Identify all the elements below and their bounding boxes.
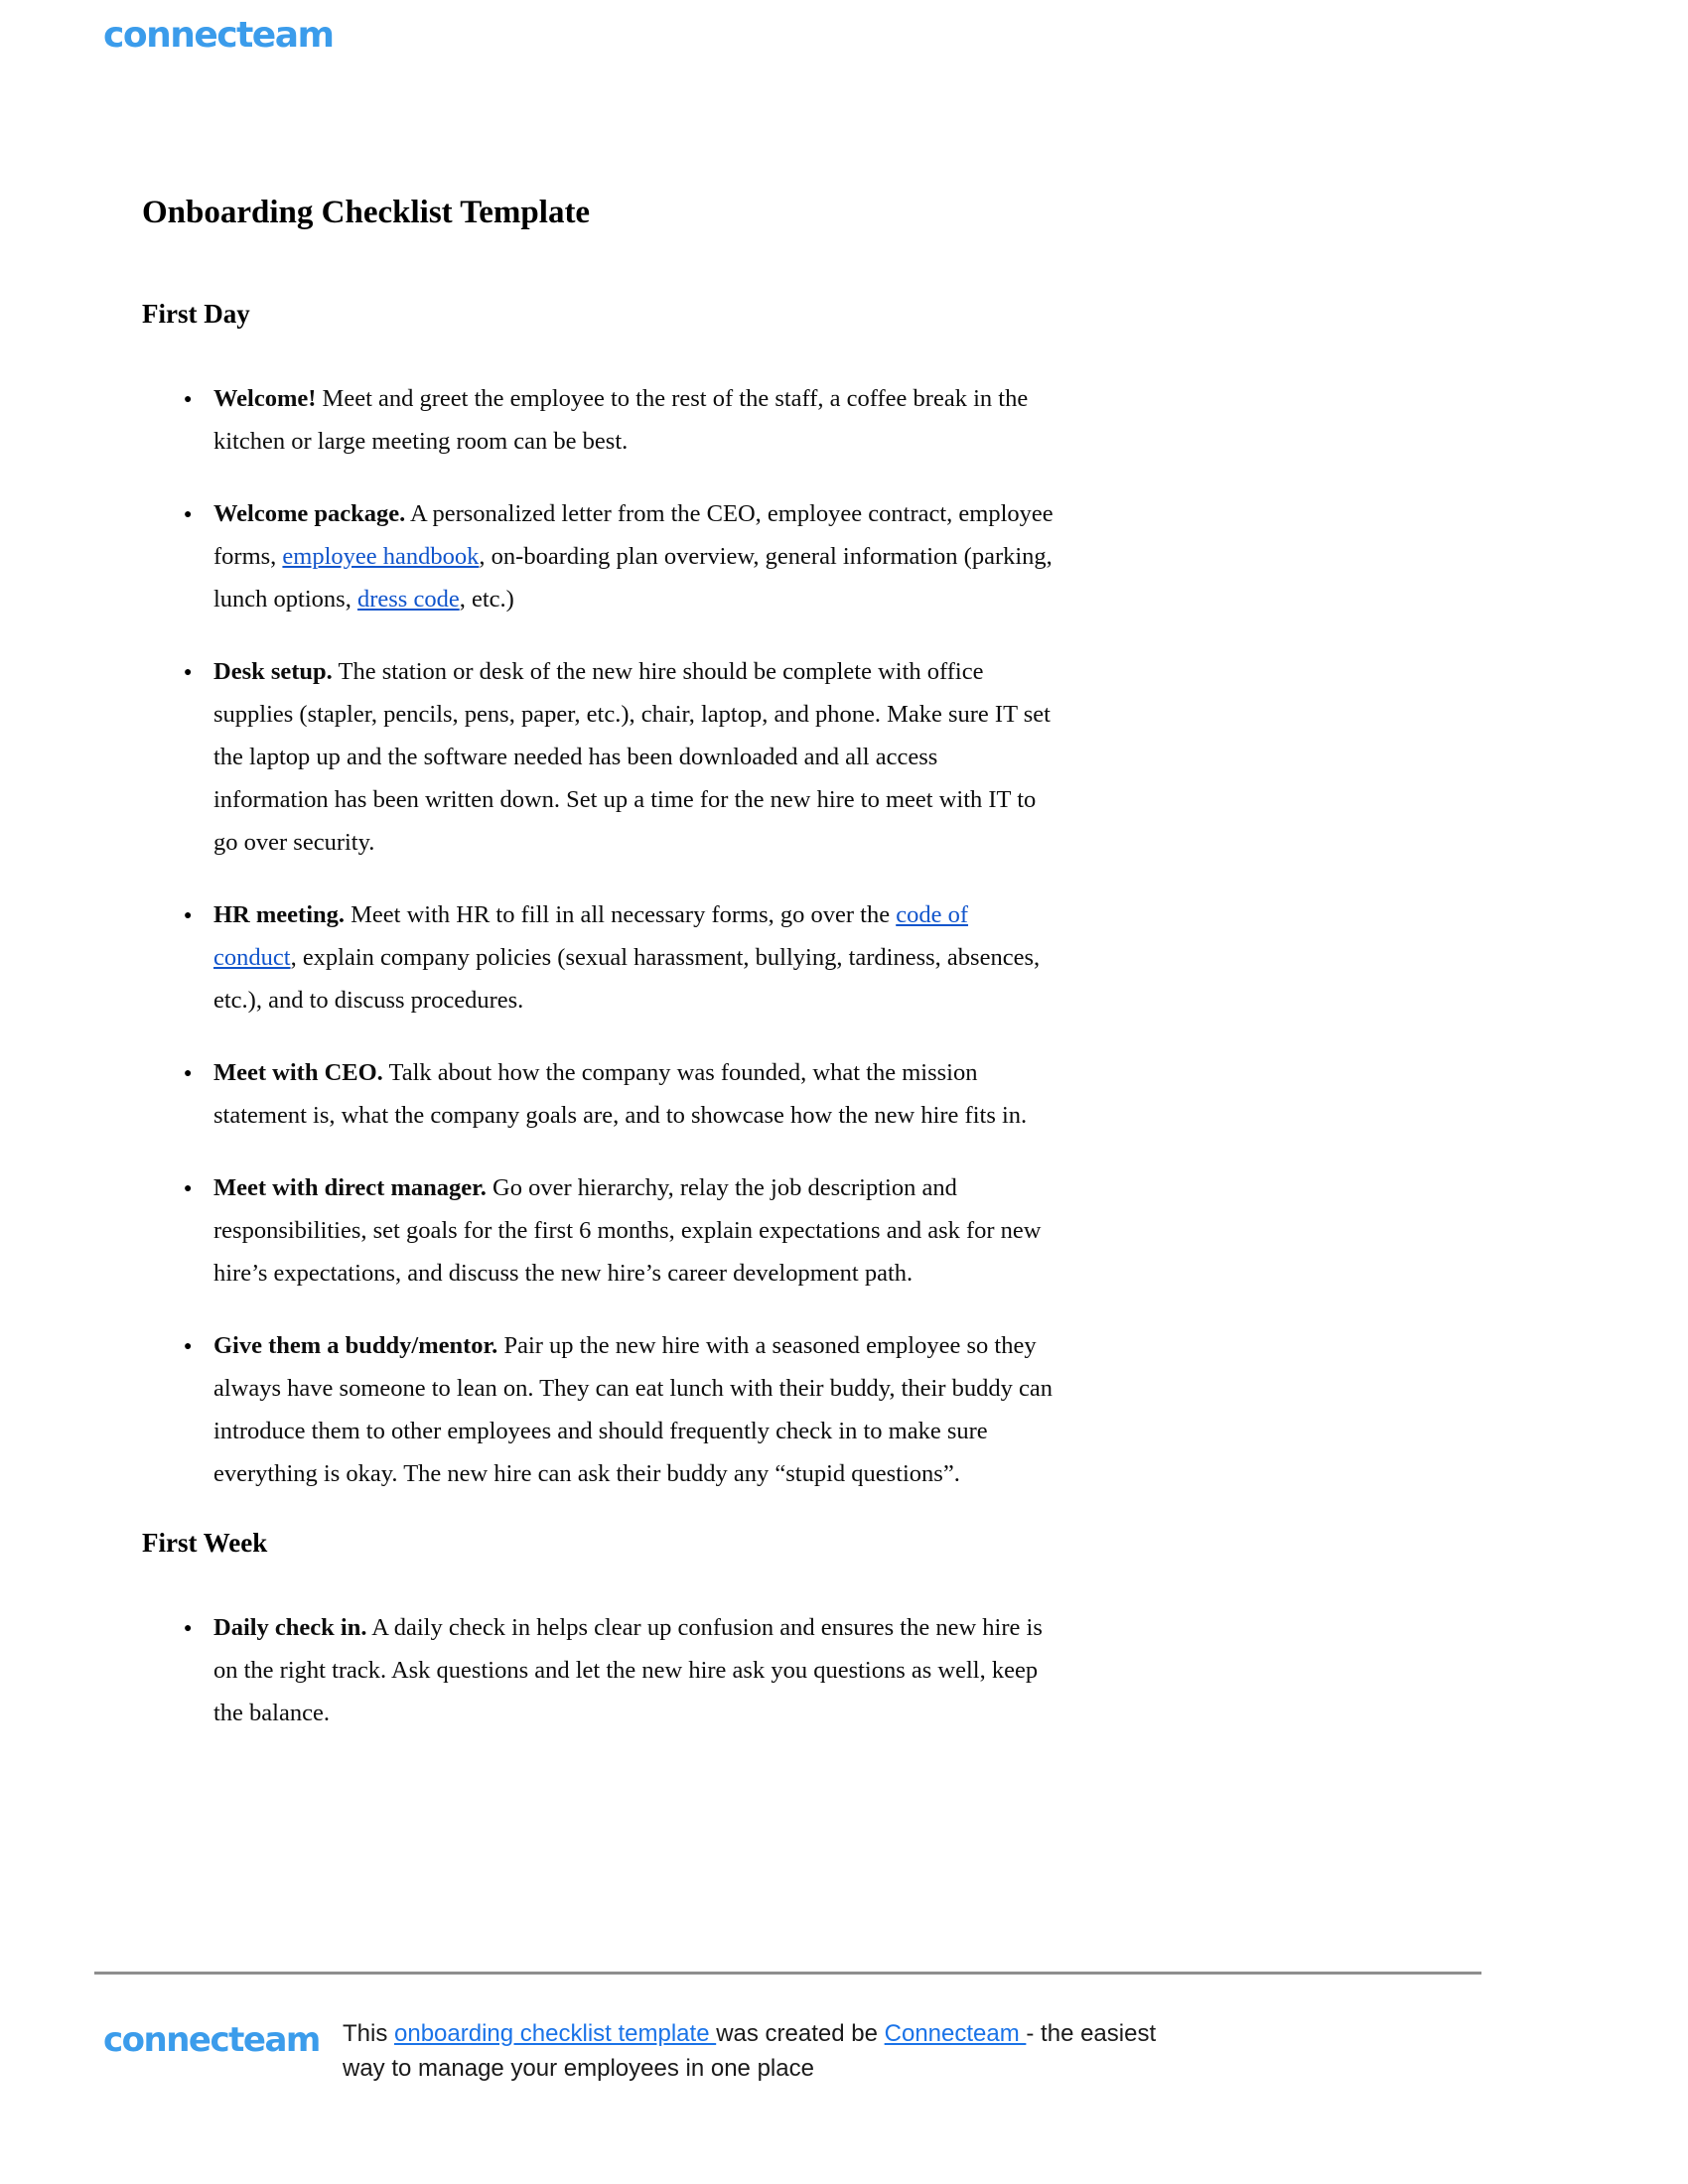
text-run: - the easiest way to manage your employees in one place bbox=[343, 2020, 1157, 2082]
document-title: Onboarding Checklist Template bbox=[142, 195, 591, 230]
section-heading-first-day: First Day bbox=[142, 299, 250, 329]
text-run: Go over hierarchy, relay the job description and responsibilities, set goals for the first 6 months, explain expectations and ask for new hire’s expectations, and discuss the new hire’s career development path. bbox=[213, 1174, 1042, 1287]
connecteam-link[interactable]: Connecteam bbox=[884, 2020, 1027, 2047]
connecteam-logo: connecteam bbox=[103, 15, 334, 56]
section-heading-first-week: First Week bbox=[142, 1528, 268, 1558]
item-lead: Meet with CEO. bbox=[213, 1059, 383, 1086]
checklist-item bbox=[142, 1051, 1055, 1137]
checklist-item bbox=[142, 893, 1055, 1022]
document-body bbox=[142, 0, 1055, 1764]
checklist-item bbox=[142, 492, 1055, 620]
checklist bbox=[142, 1606, 1055, 1734]
item-lead: Daily check in. bbox=[213, 1614, 367, 1641]
text-run: was created be bbox=[716, 2020, 885, 2047]
item-lead: Desk setup. bbox=[213, 658, 333, 685]
item-lead: Welcome package. bbox=[213, 500, 406, 527]
text-run: , on-boarding plan overview, general information (parking, lunch options, bbox=[213, 543, 1053, 613]
employee-handbook-link[interactable]: employee handbook bbox=[282, 543, 480, 570]
text-run: , explain company policies (sexual harassment, bullying, tardiness, absences, etc.), and to discuss procedures. bbox=[213, 944, 1041, 1014]
dress-code-link[interactable]: dress code bbox=[356, 586, 460, 613]
text-run: Meet and greet the employee to the rest of the staff, a coffee break in the kitchen or large meeting room can be best. bbox=[213, 385, 1029, 455]
checklist-item bbox=[142, 1606, 1055, 1734]
text-run: , etc.) bbox=[459, 586, 514, 613]
text-run: This bbox=[343, 2020, 395, 2047]
sections-container bbox=[142, 296, 1055, 1734]
text-run: A daily check in helps clear up confusion and ensures the new hire is on the right track. Ask questions and let the new hire ask you questions as well, keep the balance. bbox=[213, 1614, 1043, 1726]
checklist-item bbox=[142, 1166, 1055, 1295]
checklist-item bbox=[142, 1324, 1055, 1495]
checklist-item bbox=[142, 650, 1055, 864]
code-of-conduct-link[interactable]: code of conduct bbox=[213, 901, 969, 971]
text-run: A personalized letter from the CEO, employee contract, employee forms, bbox=[213, 500, 1054, 570]
footer-divider bbox=[94, 1972, 1481, 1975]
footer-text bbox=[343, 2016, 1157, 2086]
checklist bbox=[142, 377, 1055, 1495]
text-run: Pair up the new hire with a seasoned employee so they always have someone to lean on. They can eat lunch with their buddy, their buddy can introduce them to other employees and should frequently check in to make sure everything is okay. The new hire can ask their buddy any “stupid questions”. bbox=[213, 1332, 1053, 1487]
item-lead: Meet with direct manager. bbox=[213, 1174, 487, 1201]
text-run: Talk about how the company was founded, what the mission statement is, what the company goals are, and to showcase how the new hire fits in. bbox=[213, 1059, 1028, 1129]
item-lead: Welcome! bbox=[213, 385, 317, 412]
item-lead: Give them a buddy/mentor. bbox=[213, 1332, 498, 1359]
checklist-item bbox=[142, 377, 1055, 463]
onboarding-checklist-template-link[interactable]: onboarding checklist template bbox=[394, 2020, 717, 2047]
item-lead: HR meeting. bbox=[213, 901, 345, 928]
text-run: The station or desk of the new hire should be complete with office supplies (stapler, pencils, pens, paper, etc.), chair, laptop, and phone. Make sure IT set the laptop up and the software needed has been downloaded and all access information has been written down. Set up a time for the new hire to meet with IT to go over security. bbox=[213, 658, 1051, 856]
connecteam-logo-footer: connecteam bbox=[103, 2020, 320, 2060]
text-run: Meet with HR to fill in all necessary forms, go over the bbox=[345, 901, 897, 928]
